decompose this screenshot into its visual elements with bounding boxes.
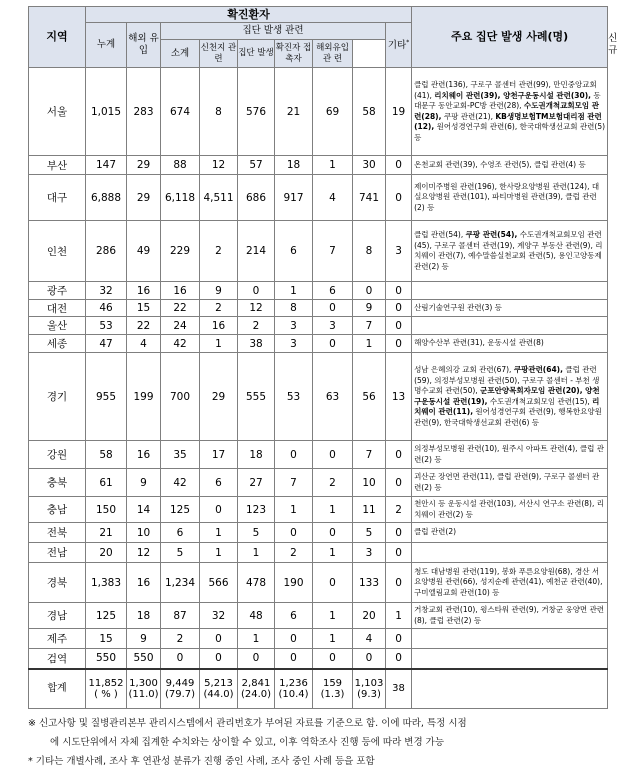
value-cell-other: 1: [353, 335, 386, 353]
value-cell-contact: 3: [275, 317, 313, 335]
table-row: [29, 523, 608, 543]
examples-cell: [412, 629, 608, 649]
value-cell-overseas: 12: [127, 543, 161, 563]
value-cell-new: 0: [386, 523, 412, 543]
example-text: 동대문구 동안교회-PC방 관련(28),: [414, 90, 601, 110]
value-cell-scj: 2: [200, 300, 238, 317]
header-subtotal: 소계: [161, 40, 200, 68]
value-cell-new: 0: [386, 629, 412, 649]
value-cell-ov-rel: 3: [313, 317, 353, 335]
value-cell-cluster: 686: [238, 175, 275, 221]
value-cell-scj: 2: [200, 221, 238, 282]
value-cell-other: 3: [353, 543, 386, 563]
header-cluster-group: 집단 발생 관련: [161, 23, 386, 40]
total-value: 1,236: [279, 677, 308, 689]
value-cell-other: 11: [353, 497, 386, 523]
total-cell-contact: [275, 669, 313, 709]
value-cell-total: 47: [86, 335, 127, 353]
example-text: 천안시 등 운동시설 관련(103), 서산시 연구소 관련(8), 리치웨이 관련(2) 등: [414, 499, 604, 519]
header-cluster: 집단 발생: [238, 40, 275, 68]
example-text: 리치웨이 관련(11),: [414, 396, 600, 416]
value-cell-subtotal: 700: [161, 353, 200, 441]
value-cell-overseas: 199: [127, 353, 161, 441]
value-cell-subtotal: 674: [161, 68, 200, 156]
header-overseas: 해외 유입: [127, 23, 161, 68]
region-cell: 충북: [29, 469, 86, 497]
value-cell-contact: 0: [275, 441, 313, 469]
total-value: 1,103: [354, 677, 384, 689]
value-cell-contact: 8: [275, 300, 313, 317]
table-row: [29, 603, 608, 629]
examples-cell: [412, 523, 608, 543]
total-percent: (10.4): [278, 688, 309, 700]
value-cell-ov-rel: 1: [313, 543, 353, 563]
header-examples: 주요 집단 발생 사례(명): [412, 7, 608, 68]
total-value: 159: [322, 677, 343, 689]
header-contact: 확진자 접촉자: [275, 40, 313, 68]
table-row: [29, 629, 608, 649]
value-cell-contact: 917: [275, 175, 313, 221]
value-cell-overseas: 9: [127, 629, 161, 649]
example-text: 리치웨이 관련(39), 양천구운동시설 관련(30),: [434, 90, 592, 100]
examples-cell: [412, 335, 608, 353]
value-cell-ov-rel: 63: [313, 353, 353, 441]
total-cell-new: [386, 669, 412, 709]
table-row: [29, 68, 608, 156]
examples-cell: [412, 68, 608, 156]
example-text: 원어성경연구회 관련(9), 행복한요양원 관련(9), 한국대학생선교회 관련(6) 등: [414, 407, 602, 427]
value-cell-scj: 1: [200, 543, 238, 563]
total-label: 합계: [29, 669, 86, 709]
value-cell-other: 4: [353, 629, 386, 649]
value-cell-other: 58: [353, 68, 386, 156]
value-cell-cluster: 478: [238, 563, 275, 603]
header-other-label: 기타: [387, 40, 407, 52]
footnotes: [28, 714, 607, 771]
value-cell-cluster: 555: [238, 353, 275, 441]
value-cell-subtotal: 24: [161, 317, 200, 335]
value-cell-scj: 4,511: [200, 175, 238, 221]
example-text: 산림기술연구원 관련(3) 등: [414, 302, 502, 312]
total-percent: (9.3): [357, 688, 381, 700]
value-cell-overseas: 29: [127, 175, 161, 221]
total-row: [29, 669, 608, 709]
region-cell: 인천: [29, 221, 86, 282]
value-cell-scj: 0: [200, 629, 238, 649]
region-cell: 광주: [29, 282, 86, 300]
value-cell-total: 286: [86, 221, 127, 282]
table-row: [29, 221, 608, 282]
total-value: 38: [392, 683, 405, 695]
value-cell-overseas: 283: [127, 68, 161, 156]
table-row: [29, 563, 608, 603]
value-cell-new: 0: [386, 469, 412, 497]
example-text: 클럽 관련(136), 구로구 콜센터 관련(99), 만민중앙교회(41),: [414, 80, 597, 100]
example-text: 괴산군 장연면 관련(11), 클럽 관련(9), 구로구 콜센터 관련(2) 등: [414, 472, 600, 492]
value-cell-cluster: 18: [238, 441, 275, 469]
region-cell: 부산: [29, 156, 86, 175]
footnote-2: * 기타는 개별사례, 조사 후 연관성 분류가 진행 중인 사례, 조사 중인 사례 등을 포함: [28, 756, 375, 767]
region-cell: 경남: [29, 603, 86, 629]
value-cell-cluster: 2: [238, 317, 275, 335]
value-cell-subtotal: 42: [161, 469, 200, 497]
region-cell: 경북: [29, 563, 86, 603]
value-cell-ov-rel: 0: [313, 441, 353, 469]
examples-cell: [412, 317, 608, 335]
value-cell-total: 1,015: [86, 68, 127, 156]
region-cell: 검역: [29, 649, 86, 669]
example-text: 쿠팡 관련(54),: [465, 230, 518, 239]
value-cell-overseas: 49: [127, 221, 161, 282]
value-cell-cluster: 27: [238, 469, 275, 497]
table-row: [29, 282, 608, 300]
examples-cell: [412, 497, 608, 523]
value-cell-overseas: 10: [127, 523, 161, 543]
value-cell-scj: 0: [200, 649, 238, 669]
value-cell-contact: 3: [275, 335, 313, 353]
value-cell-scj: 12: [200, 156, 238, 175]
value-cell-contact: 0: [275, 523, 313, 543]
example-text: 해양수산부 관련(31), 운동시설 관련(8): [414, 338, 544, 348]
total-value: 5,213: [204, 677, 233, 689]
examples-cell: [412, 543, 608, 563]
examples-cell: [412, 603, 608, 629]
value-cell-overseas: 14: [127, 497, 161, 523]
value-cell-new: 0: [386, 317, 412, 335]
value-cell-ov-rel: 7: [313, 221, 353, 282]
value-cell-overseas: 9: [127, 469, 161, 497]
example-text: 군포안양목회자모임 관련(20), 양천구운동시설 관련(19),: [414, 386, 600, 406]
value-cell-new: 0: [386, 441, 412, 469]
value-cell-cluster: 0: [238, 649, 275, 669]
examples-cell: [412, 156, 608, 175]
value-cell-cluster: 48: [238, 603, 275, 629]
value-cell-total: 955: [86, 353, 127, 441]
value-cell-contact: 53: [275, 353, 313, 441]
example-text: 제이미주병원 관련(196), 한사랑요양병원 관련(124), 대실요양병원 관련(101), 파티마병원 관련(39), 클럽 관련(2) 등: [414, 181, 600, 212]
value-cell-overseas: 22: [127, 317, 161, 335]
value-cell-other: 7: [353, 441, 386, 469]
value-cell-contact: 1: [275, 497, 313, 523]
value-cell-scj: 29: [200, 353, 238, 441]
example-text: 청도 대남병원 관련(119), 봉화 푸른요양원(68), 경산 서요양병원 관련(66), 성지순례 관련(41), 예천군 관련(40), 구미엘림교회 관련(10) 등: [414, 566, 603, 597]
table-row: [29, 335, 608, 353]
value-cell-overseas: 16: [127, 282, 161, 300]
value-cell-subtotal: 87: [161, 603, 200, 629]
value-cell-new: 0: [386, 175, 412, 221]
total-percent: (79.7): [164, 688, 196, 700]
value-cell-contact: 6: [275, 603, 313, 629]
region-cell: 대구: [29, 175, 86, 221]
value-cell-cluster: 38: [238, 335, 275, 353]
example-text: 클럽 관련(54),: [414, 230, 466, 239]
region-cell: 제주: [29, 629, 86, 649]
value-cell-ov-rel: 0: [313, 563, 353, 603]
total-percent: (24.0): [240, 688, 272, 700]
example-text: 쿠팡관련(64),: [513, 365, 563, 374]
header-other-mark: *: [406, 39, 410, 47]
value-cell-other: 10: [353, 469, 386, 497]
value-cell-other: 7: [353, 317, 386, 335]
header-cumulative: 누계: [86, 23, 127, 68]
table-row: [29, 469, 608, 497]
value-cell-ov-rel: 0: [313, 523, 353, 543]
example-text: 의정부성모병원 관련(10), 원주시 아파트 관련(4), 클럽 관련(2) 등: [414, 444, 605, 464]
value-cell-ov-rel: 4: [313, 175, 353, 221]
value-cell-cluster: 0: [238, 282, 275, 300]
value-cell-subtotal: 5: [161, 543, 200, 563]
total-value: 9,449: [165, 677, 195, 689]
total-cell-cluster: [238, 669, 275, 709]
value-cell-scj: 17: [200, 441, 238, 469]
value-cell-subtotal: 35: [161, 441, 200, 469]
value-cell-total: 150: [86, 497, 127, 523]
value-cell-new: 13: [386, 353, 412, 441]
region-cell: 전북: [29, 523, 86, 543]
value-cell-cluster: 123: [238, 497, 275, 523]
value-cell-new: 19: [386, 68, 412, 156]
value-cell-subtotal: 0: [161, 649, 200, 669]
value-cell-scj: 8: [200, 68, 238, 156]
value-cell-total: 53: [86, 317, 127, 335]
value-cell-ov-rel: 0: [313, 300, 353, 317]
value-cell-contact: 18: [275, 156, 313, 175]
region-cell: 전남: [29, 543, 86, 563]
example-text: 성남 은혜의강 교회 관련(67),: [414, 365, 514, 374]
total-value: 2,841: [241, 677, 271, 689]
value-cell-other: 8: [353, 221, 386, 282]
table-header: 지역 확진환자 주요 집단 발생 사례(명) 누계 해외 유입 집단 발생 관련 기타* 신규 소계 신천지 관 련 집단 발생 확진자 접촉자 해외유입 관 련: [29, 7, 608, 68]
total-cell-scj: [200, 669, 238, 709]
header-other: [386, 23, 412, 68]
value-cell-ov-rel: 1: [313, 497, 353, 523]
value-cell-subtotal: 125: [161, 497, 200, 523]
stats-table-wrapper: [28, 6, 618, 771]
example-text: 수도권개척교회모임 관련(28),: [414, 101, 599, 121]
value-cell-other: 56: [353, 353, 386, 441]
value-cell-total: 147: [86, 156, 127, 175]
example-text: 쿠팡 관련(21),: [441, 111, 496, 121]
value-cell-overseas: 550: [127, 649, 161, 669]
value-cell-total: 6,888: [86, 175, 127, 221]
table-row: [29, 497, 608, 523]
table-row: [29, 317, 608, 335]
table-row: [29, 649, 608, 669]
value-cell-total: 61: [86, 469, 127, 497]
value-cell-scj: 0: [200, 497, 238, 523]
examples-cell: [412, 649, 608, 669]
footnote-1-line-2: 에 시도단위에서 자체 집계한 수치와는 상이할 수 있고, 이후 역학조사 진행 등에 따라 변경 가능: [50, 737, 445, 748]
value-cell-subtotal: 42: [161, 335, 200, 353]
table-row: [29, 175, 608, 221]
table-row: [29, 441, 608, 469]
table-row: [29, 156, 608, 175]
value-cell-scj: 1: [200, 523, 238, 543]
value-cell-ov-rel: 0: [313, 335, 353, 353]
header-shincheonji: 신천지 관 련: [200, 40, 238, 68]
value-cell-contact: 0: [275, 629, 313, 649]
value-cell-contact: 1: [275, 282, 313, 300]
value-cell-ov-rel: 1: [313, 603, 353, 629]
examples-cell: [412, 441, 608, 469]
value-cell-other: 133: [353, 563, 386, 603]
value-cell-contact: 6: [275, 221, 313, 282]
value-cell-new: 3: [386, 221, 412, 282]
value-cell-cluster: 1: [238, 543, 275, 563]
examples-cell: [412, 300, 608, 317]
total-cell-subtotal: [161, 669, 200, 709]
table-row: [29, 543, 608, 563]
value-cell-scj: 1: [200, 335, 238, 353]
value-cell-ov-rel: 1: [313, 156, 353, 175]
header-confirmed: 확진환자: [86, 7, 412, 23]
example-text: 거창교회 관련(10), 윙스타워 관련(9), 거창군 웅양면 관련(8), 클럽 관련(2) 등: [414, 605, 605, 625]
value-cell-cluster: 214: [238, 221, 275, 282]
region-cell: 경기: [29, 353, 86, 441]
value-cell-other: 741: [353, 175, 386, 221]
value-cell-subtotal: 1,234: [161, 563, 200, 603]
value-cell-new: 2: [386, 497, 412, 523]
value-cell-cluster: 12: [238, 300, 275, 317]
examples-cell: [412, 353, 608, 441]
value-cell-scj: 16: [200, 317, 238, 335]
value-cell-overseas: 16: [127, 563, 161, 603]
value-cell-total: 46: [86, 300, 127, 317]
value-cell-overseas: 4: [127, 335, 161, 353]
examples-cell: [412, 175, 608, 221]
value-cell-subtotal: 16: [161, 282, 200, 300]
value-cell-new: 0: [386, 300, 412, 317]
value-cell-total: 1,383: [86, 563, 127, 603]
value-cell-subtotal: 22: [161, 300, 200, 317]
total-cell-overseas: [127, 669, 161, 709]
total-percent: (1.3): [320, 688, 345, 700]
value-cell-contact: 190: [275, 563, 313, 603]
region-cell: 충남: [29, 497, 86, 523]
value-cell-overseas: 29: [127, 156, 161, 175]
total-percent: (44.0): [203, 688, 234, 700]
example-text: 온천교회 관련(39), 수영조 관련(5), 클럽 관련(4) 등: [414, 159, 586, 169]
value-cell-new: 0: [386, 156, 412, 175]
example-text: 원어성경연구회 관련(6), 한국대학생선교회 관련(5) 등: [414, 122, 606, 142]
value-cell-ov-rel: 2: [313, 469, 353, 497]
value-cell-total: 58: [86, 441, 127, 469]
value-cell-subtotal: 229: [161, 221, 200, 282]
footnote-1-line-1: ※ 신고사항 및 질병관리본부 관리시스템에서 관리번호가 부여된 자료를 기준으로 함. 이에 따라, 특정 시점: [28, 718, 467, 729]
total-value: 11,852: [88, 677, 124, 689]
examples-cell: [412, 221, 608, 282]
value-cell-scj: 566: [200, 563, 238, 603]
value-cell-cluster: 5: [238, 523, 275, 543]
regional-confirmed-cases-table: [28, 6, 618, 709]
table-row: [29, 300, 608, 317]
value-cell-total: 550: [86, 649, 127, 669]
example-text: 수도권개척교회모임 관련(15),: [487, 396, 593, 406]
table-row: [29, 353, 608, 441]
header-overseas-related: 해외유입 관 련: [313, 40, 353, 68]
region-cell: 세종: [29, 335, 86, 353]
value-cell-cluster: 576: [238, 68, 275, 156]
total-cell-total: [86, 669, 127, 709]
value-cell-total: 20: [86, 543, 127, 563]
value-cell-scj: 32: [200, 603, 238, 629]
value-cell-overseas: 18: [127, 603, 161, 629]
total-value: 1,300: [129, 677, 158, 689]
example-text: 클럽 관련(59), 의정부성모병원 관련(50), 구로구 콜센터 - 부천 생명수교회 관련(50),: [414, 365, 600, 395]
value-cell-other: 30: [353, 156, 386, 175]
value-cell-overseas: 15: [127, 300, 161, 317]
value-cell-overseas: 16: [127, 441, 161, 469]
value-cell-cluster: 57: [238, 156, 275, 175]
total-cell-other: [353, 669, 386, 709]
value-cell-other: 0: [353, 282, 386, 300]
value-cell-other: 5: [353, 523, 386, 543]
value-cell-other: 20: [353, 603, 386, 629]
value-cell-total: 32: [86, 282, 127, 300]
example-text: 클럽 관련(2): [414, 527, 457, 537]
value-cell-subtotal: 88: [161, 156, 200, 175]
total-percent: ( % ): [94, 688, 118, 700]
value-cell-scj: 6: [200, 469, 238, 497]
value-cell-contact: 21: [275, 68, 313, 156]
value-cell-subtotal: 6: [161, 523, 200, 543]
value-cell-total: 15: [86, 629, 127, 649]
region-cell: 울산: [29, 317, 86, 335]
value-cell-new: 0: [386, 335, 412, 353]
value-cell-new: 0: [386, 282, 412, 300]
value-cell-other: 0: [353, 649, 386, 669]
value-cell-cluster: 1: [238, 629, 275, 649]
examples-cell: [412, 563, 608, 603]
value-cell-ov-rel: 1: [313, 629, 353, 649]
table-body: [29, 68, 608, 709]
value-cell-scj: 9: [200, 282, 238, 300]
value-cell-contact: 0: [275, 649, 313, 669]
example-text: KB생명보험TM보험대리점 관련(12),: [414, 111, 602, 131]
region-cell: 강원: [29, 441, 86, 469]
region-cell: 대전: [29, 300, 86, 317]
value-cell-ov-rel: 0: [313, 649, 353, 669]
value-cell-subtotal: 6,118: [161, 175, 200, 221]
total-examples-cell: [412, 669, 608, 709]
value-cell-subtotal: 2: [161, 629, 200, 649]
region-cell: 서울: [29, 68, 86, 156]
example-text: 수도권개척교회모임 관련(45), 구로구 콜센터 관련(19), 계양구 부동산 관련(9), 리치웨이 관련(7), 예수말씀실천교회 관련(5), 용인고양동제관련(2) 등: [414, 230, 603, 271]
header-region: 지역: [29, 7, 86, 68]
value-cell-total: 21: [86, 523, 127, 543]
value-cell-contact: 2: [275, 543, 313, 563]
examples-cell: [412, 282, 608, 300]
value-cell-contact: 7: [275, 469, 313, 497]
value-cell-other: 9: [353, 300, 386, 317]
total-percent: (11.0): [128, 688, 159, 700]
total-cell-ov-rel: [313, 669, 353, 709]
value-cell-new: 1: [386, 603, 412, 629]
value-cell-new: 0: [386, 543, 412, 563]
value-cell-ov-rel: 6: [313, 282, 353, 300]
value-cell-total: 125: [86, 603, 127, 629]
value-cell-new: 0: [386, 563, 412, 603]
value-cell-ov-rel: 69: [313, 68, 353, 156]
value-cell-new: 0: [386, 649, 412, 669]
examples-cell: [412, 469, 608, 497]
